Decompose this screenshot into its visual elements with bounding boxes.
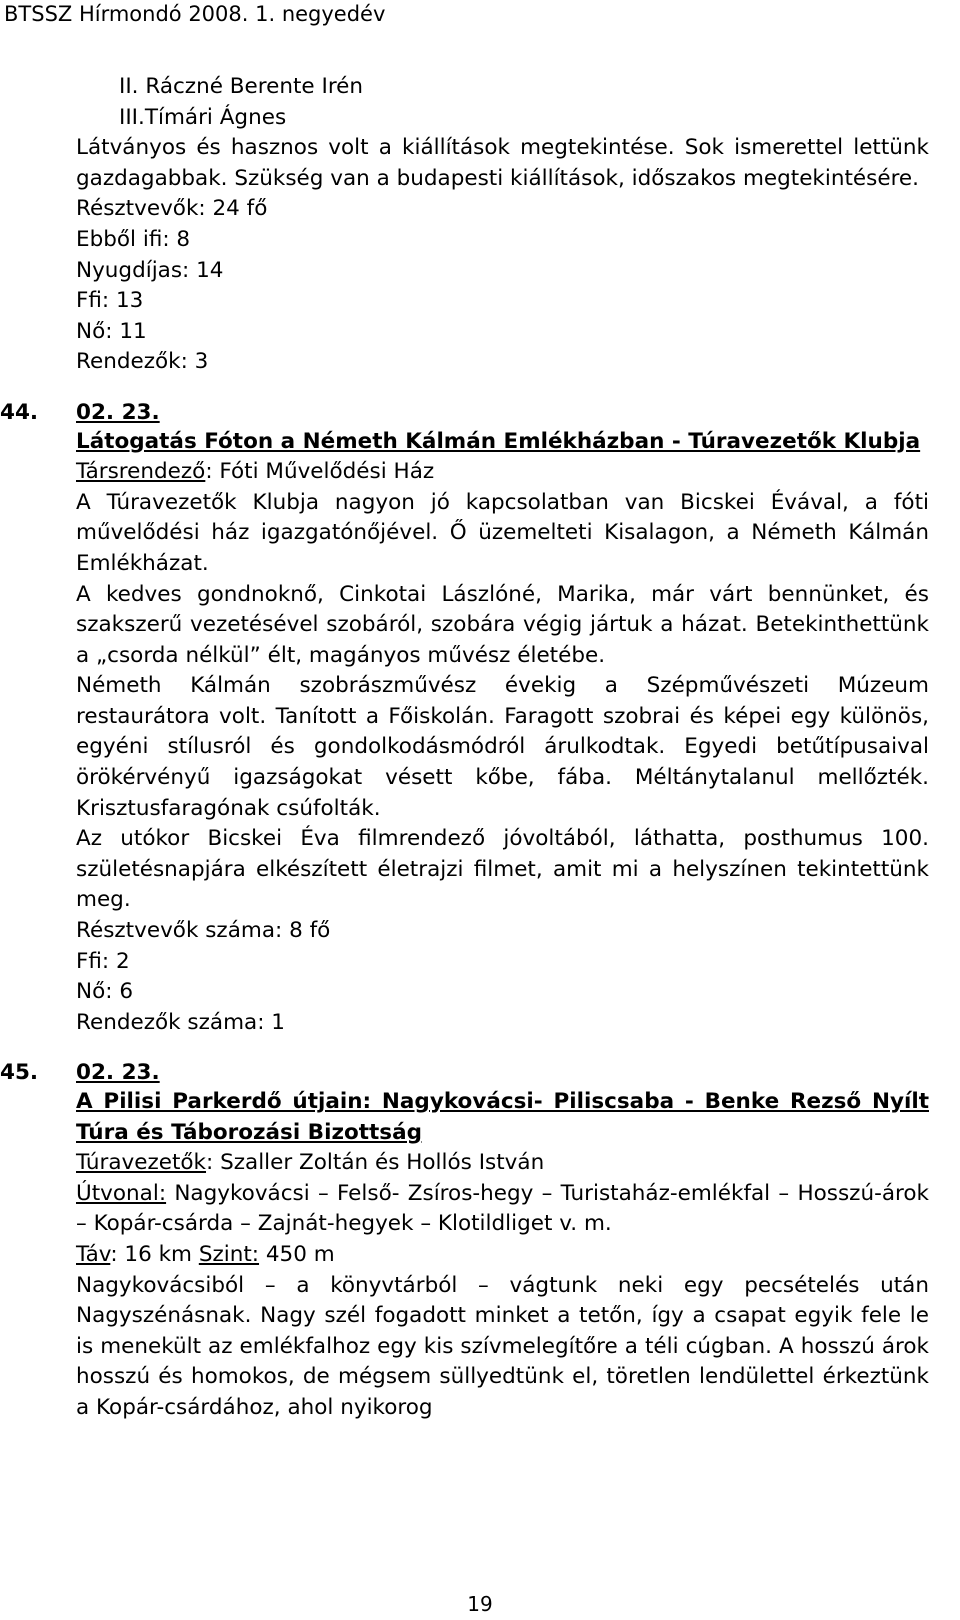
stat-line: Résztvevők: 24 fő bbox=[76, 196, 268, 222]
co-organizer-label: Társrendező bbox=[76, 459, 206, 485]
entry-45-paragraph: Nagykovácsiból – a könyvtárból – vágtunk neki egy pecsételés után Nagyszénásnak. Nagy szél fogadott minket a tetőn, így a csapat egyik fele le is menekült az emlékfalhoz egy kis szívmelegítőre a téli cúgban. A hosszú árok hosszú és homokos, de mégsem süllyedtünk el, töretlen lendülettel érkeztünk a Kopár-csárdához, ahol nyikorog bbox=[76, 1272, 929, 1420]
entry-44-paragraph: A kedves gondnoknő, Cinkotai Lászlóné, Marika, már várt bennünket, és szakszerű vezetésével szobáról, szobára végig jártuk a házat. Betekinthettünk a „csorda nélkül” élt, magányos művész életébe. bbox=[76, 581, 929, 668]
entry-44-paragraph: A Túravezetők Klubja nagyon jó kapcsolatban van Bicskei Évával, a fóti művelődési ház igazgatónőjével. Ő üzemelteti Kisalagon, a Németh Kálmán Emlékházat. bbox=[76, 489, 929, 576]
route-value: Nagykovácsi – Felső- Zsíros-hegy – Turistaház-emlékfal – Hosszú-árok – Kopár-csárda – Zajnát-hegyek – Klotildliget v. m. bbox=[76, 1180, 929, 1237]
stat-line: Ffi: 2 bbox=[76, 948, 130, 974]
entry-45-heading bbox=[0, 1058, 929, 1089]
route bbox=[76, 1179, 929, 1240]
running-header: BTSSZ Hírmondó 2008. 1. negyedév bbox=[4, 2, 386, 26]
winner-third: III.Tímári Ágnes bbox=[119, 104, 287, 130]
guides bbox=[76, 1148, 929, 1179]
page-number: 19 bbox=[467, 1592, 493, 1616]
distance-value: : 16 km bbox=[110, 1241, 199, 1267]
guides-label: Túravezetők bbox=[76, 1150, 207, 1176]
distance-level bbox=[76, 1240, 929, 1271]
level-label: Szint: bbox=[198, 1241, 260, 1267]
co-organizer-value: : Fóti Művelődési Ház bbox=[205, 459, 435, 485]
stat-line: Ffi: 13 bbox=[76, 288, 144, 314]
entry-date: 02. 23. bbox=[76, 399, 160, 425]
stat-line: Ebből ifi: 8 bbox=[76, 226, 191, 252]
entry-44-heading bbox=[0, 398, 929, 429]
entry-number: 45. bbox=[0, 1060, 39, 1086]
winner-second: II. Ráczné Berente Irén bbox=[119, 74, 364, 99]
stat-line: Résztvevők száma: 8 fő bbox=[76, 918, 331, 944]
stat-line: Rendezők száma: 1 bbox=[76, 1009, 285, 1035]
page-content bbox=[0, 72, 929, 1424]
level-value: 450 m bbox=[259, 1241, 335, 1267]
stat-line: Nő: 6 bbox=[76, 979, 133, 1005]
stat-line: Nő: 11 bbox=[76, 318, 147, 344]
guides-value: : Szaller Zoltán és Hollós István bbox=[206, 1150, 545, 1176]
entry-45-title: A Pilisi Parkerdő útjain: Nagykovácsi- Piliscsaba - Benke Rezső Nyílt Túra és Táborozási Bizottság bbox=[76, 1089, 929, 1145]
entry-44-paragraph: Az utókor Bicskei Éva filmrendező jóvoltából, láthatta, posthumus 100. születésnapjára elkészített életrajzi filmet, amit mi a helyszínen tekintettünk meg. bbox=[76, 826, 929, 913]
stat-line: Nyugdíjas: 14 bbox=[76, 257, 224, 283]
entry-44-paragraph: Németh Kálmán szobrászművész évekig a Szépművészeti Múzeum restaurátora volt. Tanított a Főiskolán. Faragott szobrai és képei egy különös, egyéni stílusról és gondolkodásmódról árulkodtak. Egyedi betűtípusaival örökérvényű igazságokat vésett kőbe, fába. Méltánytalanul mellőzték. Krisztusfaragónak csúfolták. bbox=[76, 673, 929, 821]
route-label: Útvonal: bbox=[76, 1180, 167, 1206]
co-organizer bbox=[76, 457, 929, 488]
exhibition-summary: Látványos és hasznos volt a kiállítások megtekintése. Sok ismerettel lettünk gazdagabbak. Szükség van a budapesti kiállítások, időszakos megtekintésére. bbox=[76, 135, 929, 191]
entry-number: 44. bbox=[0, 399, 39, 425]
distance-label: Táv bbox=[76, 1241, 111, 1267]
stat-line: Rendezők: 3 bbox=[76, 349, 209, 375]
entry-date: 02. 23. bbox=[76, 1060, 160, 1086]
entry-44-title: Látogatás Fóton a Németh Kálmán Emlékházban - Túravezetők Klubja bbox=[76, 428, 921, 454]
